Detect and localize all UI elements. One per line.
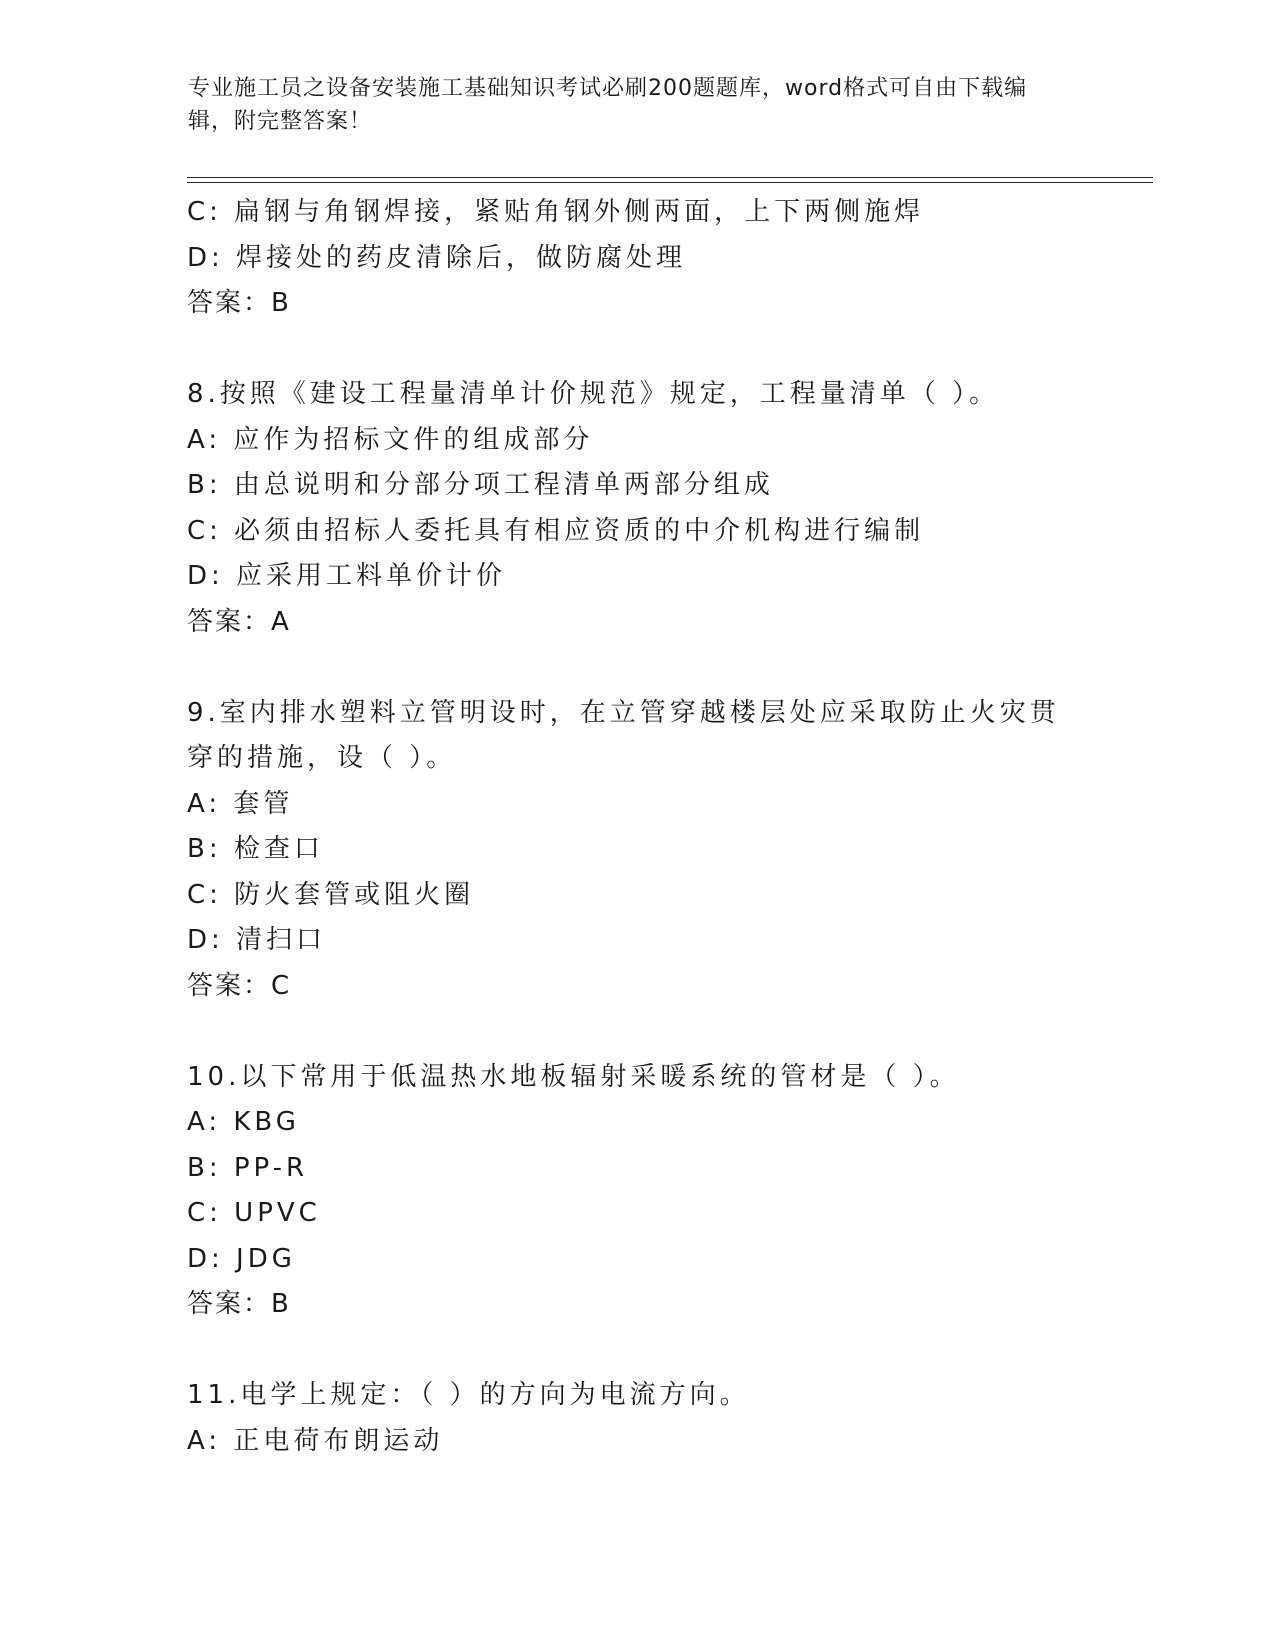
spacer <box>187 1328 1167 1374</box>
question-8 <box>187 372 1167 645</box>
answer: 答案：B <box>187 288 291 318</box>
option-c: C: 防火套管或阻火圈 <box>187 879 475 910</box>
question-11 <box>187 1373 1167 1464</box>
option-d: D: JDG <box>187 1243 296 1274</box>
spacer <box>187 645 1167 691</box>
question-stem: 10.以下常用于低温热水地板辐射采暖系统的管材是（ ）。 <box>187 1061 960 1092</box>
option-a: A: 正电荷布朗运动 <box>187 1425 444 1456</box>
option-a: A: 套管 <box>187 788 294 819</box>
option-c: C: UPVC <box>187 1198 321 1228</box>
option-d: D: 焊接处的药皮清除后，做防腐处理 <box>187 242 687 273</box>
question-stem: 9.室内排水塑料立管明设时，在立管穿越楼层处应采取防止火灾贯穿的措施，设（ ）。 <box>187 697 1060 773</box>
question-10 <box>187 1055 1167 1328</box>
document-header: 专业施工员之设备安装施工基础知识考试必刷200题题库，word格式可自由下载编辑，附完整答案！ <box>188 76 1028 134</box>
option-d: D: 清扫口 <box>187 925 327 955</box>
question-stem: 11.电学上规定：（ ）的方向为电流方向。 <box>187 1380 750 1410</box>
answer: 答案：B <box>187 1289 291 1319</box>
answer: 答案：A <box>187 606 291 637</box>
spacer <box>187 1009 1167 1055</box>
header-divider-top <box>187 177 1153 178</box>
option-b: B: 由总说明和分部分项工程清单两部分组成 <box>187 470 774 500</box>
option-d: D: 应采用工料单价计价 <box>187 561 507 591</box>
option-b: B: PP-R <box>187 1152 309 1183</box>
option-b: B: 检查口 <box>187 834 324 864</box>
answer: 答案：C <box>187 970 292 1001</box>
option-c: C: 扁钢与角钢焊接，紧贴角钢外侧两面，上下两侧施焊 <box>187 197 925 227</box>
option-c: C: 必须由招标人委托具有相应资质的中介机构进行编制 <box>187 515 925 546</box>
header-divider-bottom <box>187 182 1153 183</box>
option-a: A: KBG <box>187 1107 300 1137</box>
question-7-continuation <box>187 190 1167 327</box>
option-a: A: 应作为招标文件的组成部分 <box>187 424 594 455</box>
question-stem: 8.按照《建设工程量清单计价规范》规定，工程量清单（ ）。 <box>187 379 1000 409</box>
spacer <box>187 327 1167 373</box>
question-list <box>187 190 1167 1464</box>
question-9 <box>187 691 1167 1010</box>
